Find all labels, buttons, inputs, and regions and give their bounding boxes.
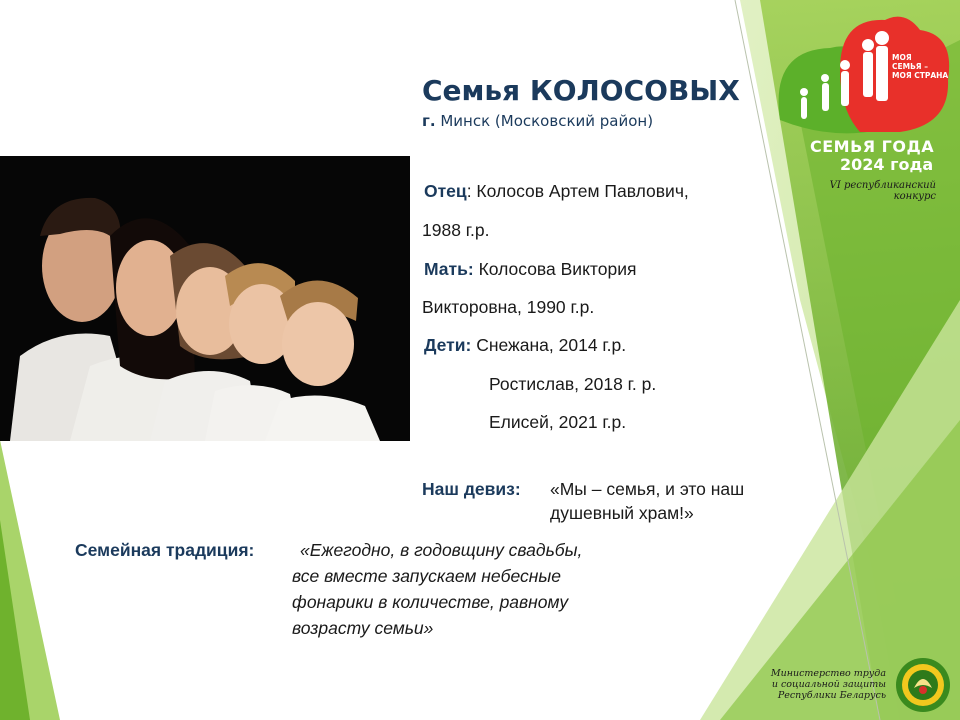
- logo-slogan: [892, 53, 948, 80]
- motto-line-1: «Мы – семья, и это наш: [550, 479, 745, 499]
- tradition-label: [75, 540, 254, 561]
- tradition-label-text: Семейная традиция:: [75, 540, 255, 560]
- ministry-line-2: и социальной защиты: [771, 679, 886, 690]
- page-title: Семья КОЛОСОВЫХ: [422, 74, 740, 107]
- family-photo: [0, 156, 410, 441]
- tradition-line-3: фонарики в количестве, равному: [292, 592, 569, 612]
- child-1: Снежана, 2014 г.р.: [476, 335, 627, 355]
- child-3: Елисей, 2021 г.р.: [489, 412, 627, 432]
- mother-name: Колосова Виктория: [478, 259, 637, 279]
- mother-line: [424, 259, 636, 280]
- city-prefix: г.: [422, 112, 436, 130]
- child-2: Ростислав, 2018 г. р.: [489, 374, 657, 394]
- children-line: [424, 335, 626, 356]
- children-label: Дети:: [424, 335, 472, 355]
- ministry-emblem-icon: [894, 656, 952, 714]
- father-year: 1988 г.р.: [422, 220, 490, 240]
- logo-slogan-2: СЕМЬЯ –: [892, 62, 928, 71]
- logo-subtitle: [790, 180, 936, 202]
- motto-label: [422, 479, 521, 500]
- tradition-line-1: «Ежегодно, в годовщину свадьбы,: [300, 540, 583, 560]
- tradition-line-4: возрасту семьи»: [292, 618, 434, 638]
- motto-label-text: Наш девиз:: [422, 479, 521, 499]
- logo-subtitle-2: конкурс: [893, 191, 936, 202]
- mother-year: Викторовна, 1990 г.р.: [422, 297, 595, 317]
- city-name: Минск (Московский район): [440, 112, 654, 130]
- mother-label: Мать:: [424, 259, 474, 279]
- ministry-caption: [746, 668, 886, 701]
- father-label: Отец: [424, 181, 467, 201]
- tradition-line-2: все вместе запускаем небесные: [292, 566, 562, 586]
- ministry-line-3: Республики Беларусь: [777, 690, 886, 701]
- motto-line-2: душевный храм!»: [550, 503, 694, 523]
- father-name: : Колосов Артем Павлович,: [466, 181, 689, 201]
- logo-slogan-1: МОЯ: [892, 53, 912, 62]
- ministry-line-1: Министерство труда: [770, 668, 886, 679]
- logo-year: 2024 года: [840, 155, 934, 174]
- family-of-year-logo: [770, 10, 960, 150]
- father-line: [424, 181, 689, 202]
- logo-title: СЕМЬЯ ГОДА: [810, 137, 935, 156]
- city-subtitle: [422, 112, 653, 130]
- logo-slogan-3: МОЯ СТРАНА: [892, 71, 949, 80]
- logo-subtitle-1: VI республиканский: [829, 180, 936, 191]
